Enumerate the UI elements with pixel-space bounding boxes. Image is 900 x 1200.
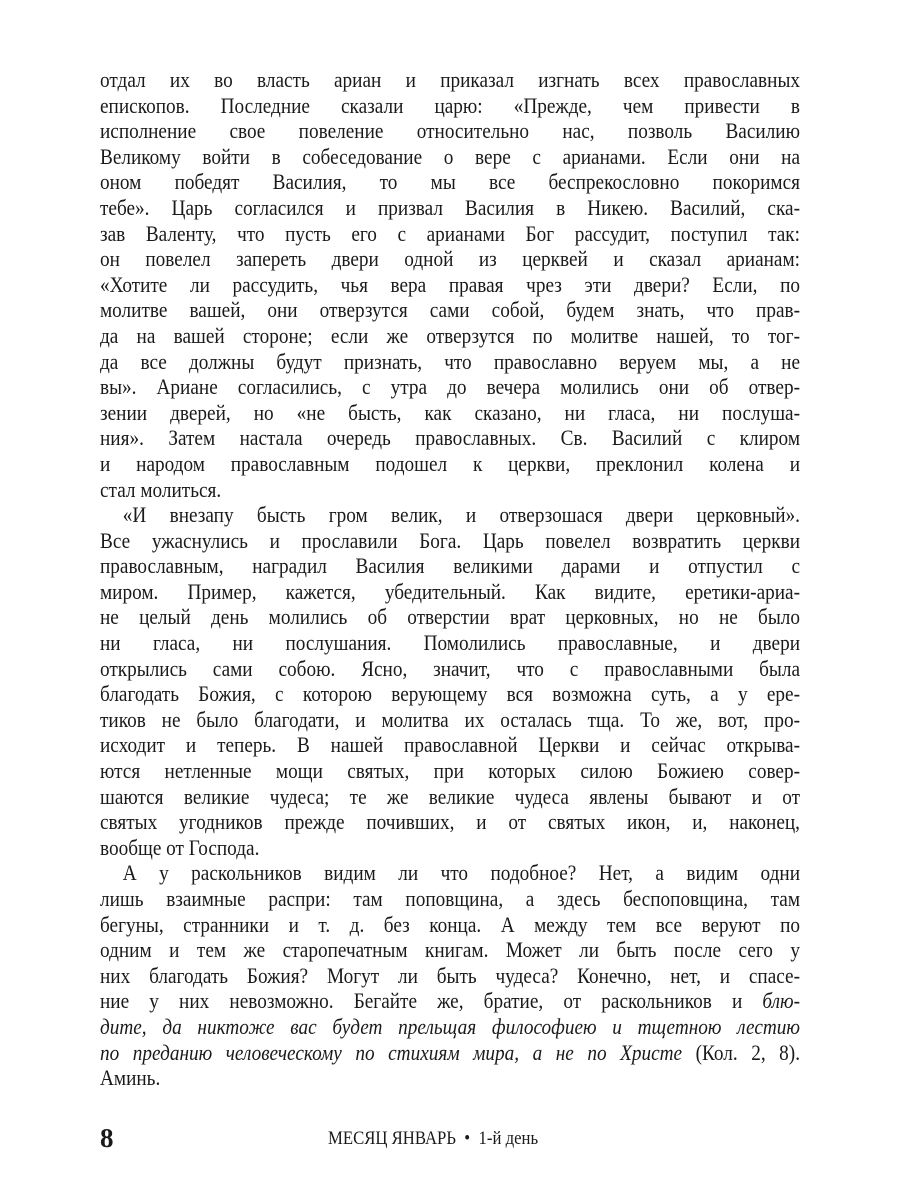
text-segment: епископов. Последние сказали царю: «Прежде, чем привести в xyxy=(100,92,800,118)
text-line xyxy=(100,477,800,503)
text-line xyxy=(100,604,800,630)
text-segment: отдал их во власть ариан и приказал изгнать всех православных xyxy=(100,67,800,92)
text-line xyxy=(100,860,800,886)
text-line xyxy=(100,169,800,195)
text-segment: открылись сами собою. Ясно, значит, что с православными была xyxy=(100,655,800,681)
italic-quote: блю- xyxy=(762,988,800,1014)
text-line xyxy=(100,118,800,144)
text-line xyxy=(100,988,800,1014)
text-line xyxy=(100,297,800,323)
text-segment: оном победят Василия, то мы все беспрекословно покоримся xyxy=(100,169,800,195)
text-segment: них благодать Божия? Могут ли быть чудеса? Конечно, нет, и спасе- xyxy=(100,962,800,988)
text-segment: исходит и теперь. В нашей православной Церкви и сейчас открыва- xyxy=(100,732,800,758)
text-segment: Аминь. xyxy=(100,1065,161,1091)
text-segment: миром. Пример, кажется, убедительный. Как видите, еретики-ариа- xyxy=(100,578,800,604)
text-segment: стал молиться. xyxy=(100,476,222,502)
text-line xyxy=(100,425,800,451)
text-line xyxy=(100,323,800,349)
text-segment: Все ужаснулись и прославили Бога. Царь повелел возвратить церкви xyxy=(100,527,800,553)
text-line xyxy=(100,451,800,477)
text-line xyxy=(100,758,800,784)
text-segment: шаются великие чудеса; те же великие чудеса явлены бывают и от xyxy=(100,783,800,809)
text-line xyxy=(100,1014,800,1040)
text-line xyxy=(100,502,800,528)
text-line xyxy=(100,656,800,682)
text-line xyxy=(100,349,800,375)
text-line xyxy=(100,221,800,247)
text-line xyxy=(100,400,800,426)
text-segment: молитве вашей, они отверзутся сами собой, будем знать, что прав- xyxy=(100,297,800,323)
text-line xyxy=(100,93,800,119)
text-segment: ние у них невозможно. Бегайте же, братие, от раскольников и xyxy=(100,988,763,1014)
text-line xyxy=(100,937,800,963)
text-segment: он повелел запереть двери одной из церквей и сказал арианам: xyxy=(100,246,800,272)
text-line xyxy=(100,886,800,912)
text-segment: благодать Божия, с которою верующему вся возможна суть, а у ере- xyxy=(100,681,800,707)
text-line xyxy=(100,1040,800,1066)
text-segment: тиков не было благодати, и молитва их осталась тща. То же, вот, про- xyxy=(100,706,800,732)
text-segment: да на вашей стороне; если же отверзутся по молитве нашей, то тог- xyxy=(100,322,800,348)
text-line xyxy=(100,272,800,298)
text-line xyxy=(100,195,800,221)
text-segment: православным, наградил Василия великими дарами и отпустил с xyxy=(100,553,800,579)
italic-quote: дите, да никтоже вас будет прельщая философиею и тщетною лестию xyxy=(100,1013,800,1039)
text-segment: А у раскольников видим ли что подобное? Нет, а видим одни xyxy=(122,860,800,886)
page-number: 8 xyxy=(100,1123,114,1153)
text-line xyxy=(100,374,800,400)
text-segment: ния». Затем настала очередь православных. Св. Василий с клиром xyxy=(100,425,800,451)
text-line xyxy=(100,809,800,835)
text-segment: (Кол. 2, 8). xyxy=(682,1039,800,1065)
text-segment: да все должны будут признать, что православно веруем мы, а не xyxy=(100,348,800,374)
text-segment: «Хотите ли рассудить, чья вера правая чрез эти двери? Если, по xyxy=(100,271,800,297)
text-line xyxy=(100,707,800,733)
body-text xyxy=(100,67,800,1091)
text-segment: вообще от Господа. xyxy=(100,834,260,860)
running-head: МЕСЯЦ ЯНВАРЬ • 1-й день xyxy=(328,1128,539,1149)
text-segment: бегуны, странники и т. д. без конца. А между тем все веруют по xyxy=(100,911,800,937)
text-line xyxy=(100,67,800,93)
text-segment: исполнение свое повеление относительно нас, позволь Василию xyxy=(100,118,800,144)
text-line xyxy=(100,553,800,579)
text-segment: зении дверей, но «не бысть, как сказано, ни гласа, ни послуша- xyxy=(100,399,800,425)
text-line xyxy=(100,681,800,707)
text-line xyxy=(100,579,800,605)
text-segment: зав Валенту, что пусть его с арианами Бог рассудит, поступил так: xyxy=(100,220,800,246)
text-segment: вы». Ариане согласились, с утра до вечера молились они об отвер- xyxy=(100,374,800,400)
text-segment: и народом православным подошел к церкви, преклонил колена и xyxy=(100,450,800,476)
text-segment: одним и тем же старопечатным книгам. Может ли быть после сего у xyxy=(100,937,800,963)
text-line xyxy=(100,732,800,758)
text-segment: ни гласа, ни послушания. Помолились православные, и двери xyxy=(100,630,800,656)
text-segment: Великому войти в собеседование о вере с арианами. Если они на xyxy=(100,143,800,169)
text-segment: святых угодников прежде почивших, и от святых икон, и, наконец, xyxy=(100,809,800,835)
text-line xyxy=(100,784,800,810)
italic-quote: по преданию человеческому по стихиям мира, а не по Христе xyxy=(100,1039,683,1065)
text-line xyxy=(100,144,800,170)
text-segment: лишь взаимные распри: там поповщина, а здесь беспоповщина, там xyxy=(100,886,800,911)
text-segment: ются нетленные мощи святых, при которых силою Божиею совер- xyxy=(100,758,800,784)
text-line xyxy=(100,963,800,989)
text-segment: не целый день молились об отверстии врат церковных, но не было xyxy=(100,604,800,630)
text-line xyxy=(100,835,800,861)
text-line xyxy=(100,528,800,554)
text-line xyxy=(100,912,800,938)
text-line xyxy=(100,1065,800,1091)
text-line xyxy=(100,630,800,656)
text-segment: тебе». Царь согласился и призвал Василия в Никею. Василий, ска- xyxy=(100,194,800,220)
text-line xyxy=(100,246,800,272)
text-segment: «И внезапу бысть гром велик, и отверзошася двери церковный». xyxy=(122,502,800,528)
